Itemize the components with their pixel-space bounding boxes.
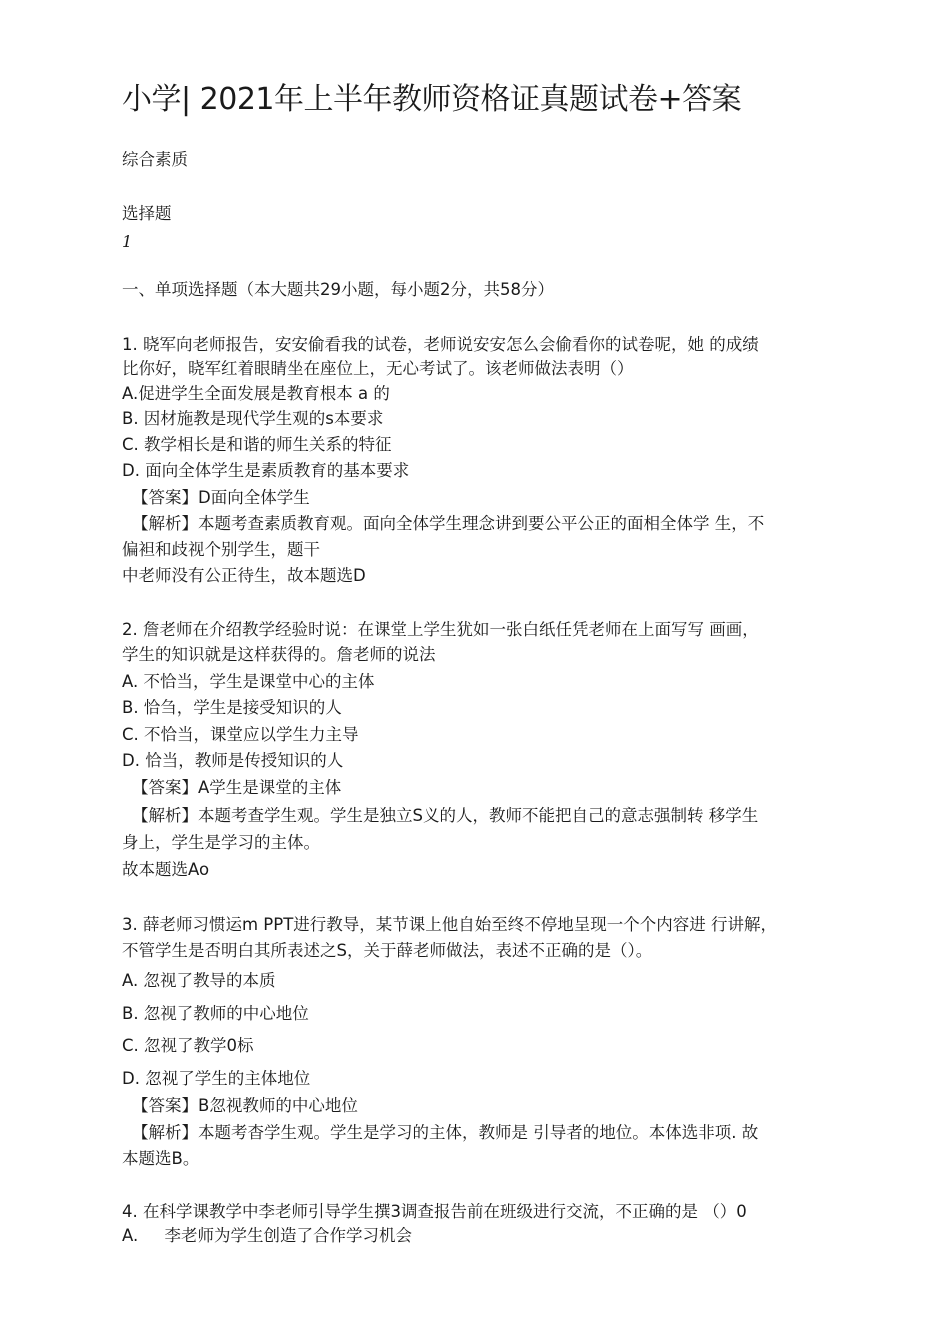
- section-number: 1: [122, 232, 133, 251]
- option-b: B. 因材施教是现代学生观的s本要求: [122, 409, 384, 428]
- option-c: C. 不恰当，课堂应以学生力主导: [122, 725, 359, 744]
- analysis-line: 中老师没有公正待生，故本题选D: [122, 566, 366, 585]
- option-c: C. 教学相长是和谐的师生关系的特征: [122, 435, 392, 454]
- question-stem-line: 学生的知识就是这样获得的。詹老师的说法: [122, 645, 436, 664]
- option-a: A.促进学生全面发展是教育根本 a 的: [122, 384, 390, 403]
- answer: 【答案】A学生是课堂的主体: [132, 778, 342, 797]
- answer: 【答案】D面向全体学生: [132, 488, 310, 507]
- analysis-line: 【解析】本题考查学生观。学生是独立S义的人，教师不能把自己的意志强制转 移学生: [132, 806, 759, 825]
- analysis-line: 【解析】本题考杳学生观。学生是学习的主体，教师是 引导者的地位。本体选非项. 故: [132, 1123, 759, 1142]
- analysis-line: 故本题选Ao: [122, 860, 210, 879]
- part-heading: 一、单项选择题（本大题共29小题，每小题2分，共58分）: [122, 280, 554, 299]
- analysis-line: 本题选B。: [122, 1149, 200, 1168]
- question-stem-line: 不管学生是否明白其所表述之S，关于薛老师做法，表述不正确的是（）。: [122, 941, 653, 960]
- question-stem-line: 比你好，晓军红着眼睛坐在座位上，无心考试了。该老师做法表明（）: [122, 359, 634, 378]
- question-stem-line: 3. 薛老师习惯运m PPT进行教导，某节课上他自始至终不停地呈现一个个内容进 行讲解，: [122, 915, 778, 934]
- document-title: 小学| 2021年上半年教师资格证真题试卷+答案: [122, 82, 742, 117]
- option-d: D. 恰当，教师是传授知识的人: [122, 751, 344, 770]
- option-d: D. 忽视了学生的主体地位: [122, 1069, 311, 1088]
- option-a: A. 忽视了教导的本质: [122, 971, 276, 990]
- option-a: A. 不恰当，学生是课堂中心的主体: [122, 672, 375, 691]
- analysis-line: 【解析】本题考查素质教育观。面向全体学生理念讲到要公平公正的面相全体学 生，不: [132, 514, 765, 533]
- option-a: A. 李老师为学生创造了合作学习机会: [122, 1226, 412, 1245]
- section-type: 选择题: [122, 204, 172, 223]
- question-stem-line: 1. 晓军向老师报告，安安偷看我的试卷，老师说安安怎么会偷看你的试卷呢，她 的成绩: [122, 335, 759, 354]
- question-stem-line: 2. 詹老师在介绍教学经验时说：在课堂上学生犹如一张白纸任凭老师在上面写写 画画，: [122, 620, 759, 639]
- analysis-line: 偏袒和歧视个别学生，题干: [122, 540, 320, 559]
- answer: 【答案】B忽视教师的中心地位: [132, 1096, 358, 1115]
- option-c: C. 忽视了教学0标: [122, 1036, 254, 1055]
- question-stem-line: 4. 在科学课教学中李老师引导学生撰3调查报告前在班级进行交流，不正确的是 （）0: [122, 1202, 747, 1221]
- option-b: B. 恰刍，学生是接受知识的人: [122, 698, 342, 717]
- option-b: B. 忽视了教师的中心地位: [122, 1004, 309, 1023]
- option-d: D. 面向全体学生是素质教育的基本要求: [122, 461, 410, 480]
- analysis-line: 身上，学生是学习的主体。: [122, 833, 320, 852]
- subject-label: 综合素质: [122, 150, 188, 169]
